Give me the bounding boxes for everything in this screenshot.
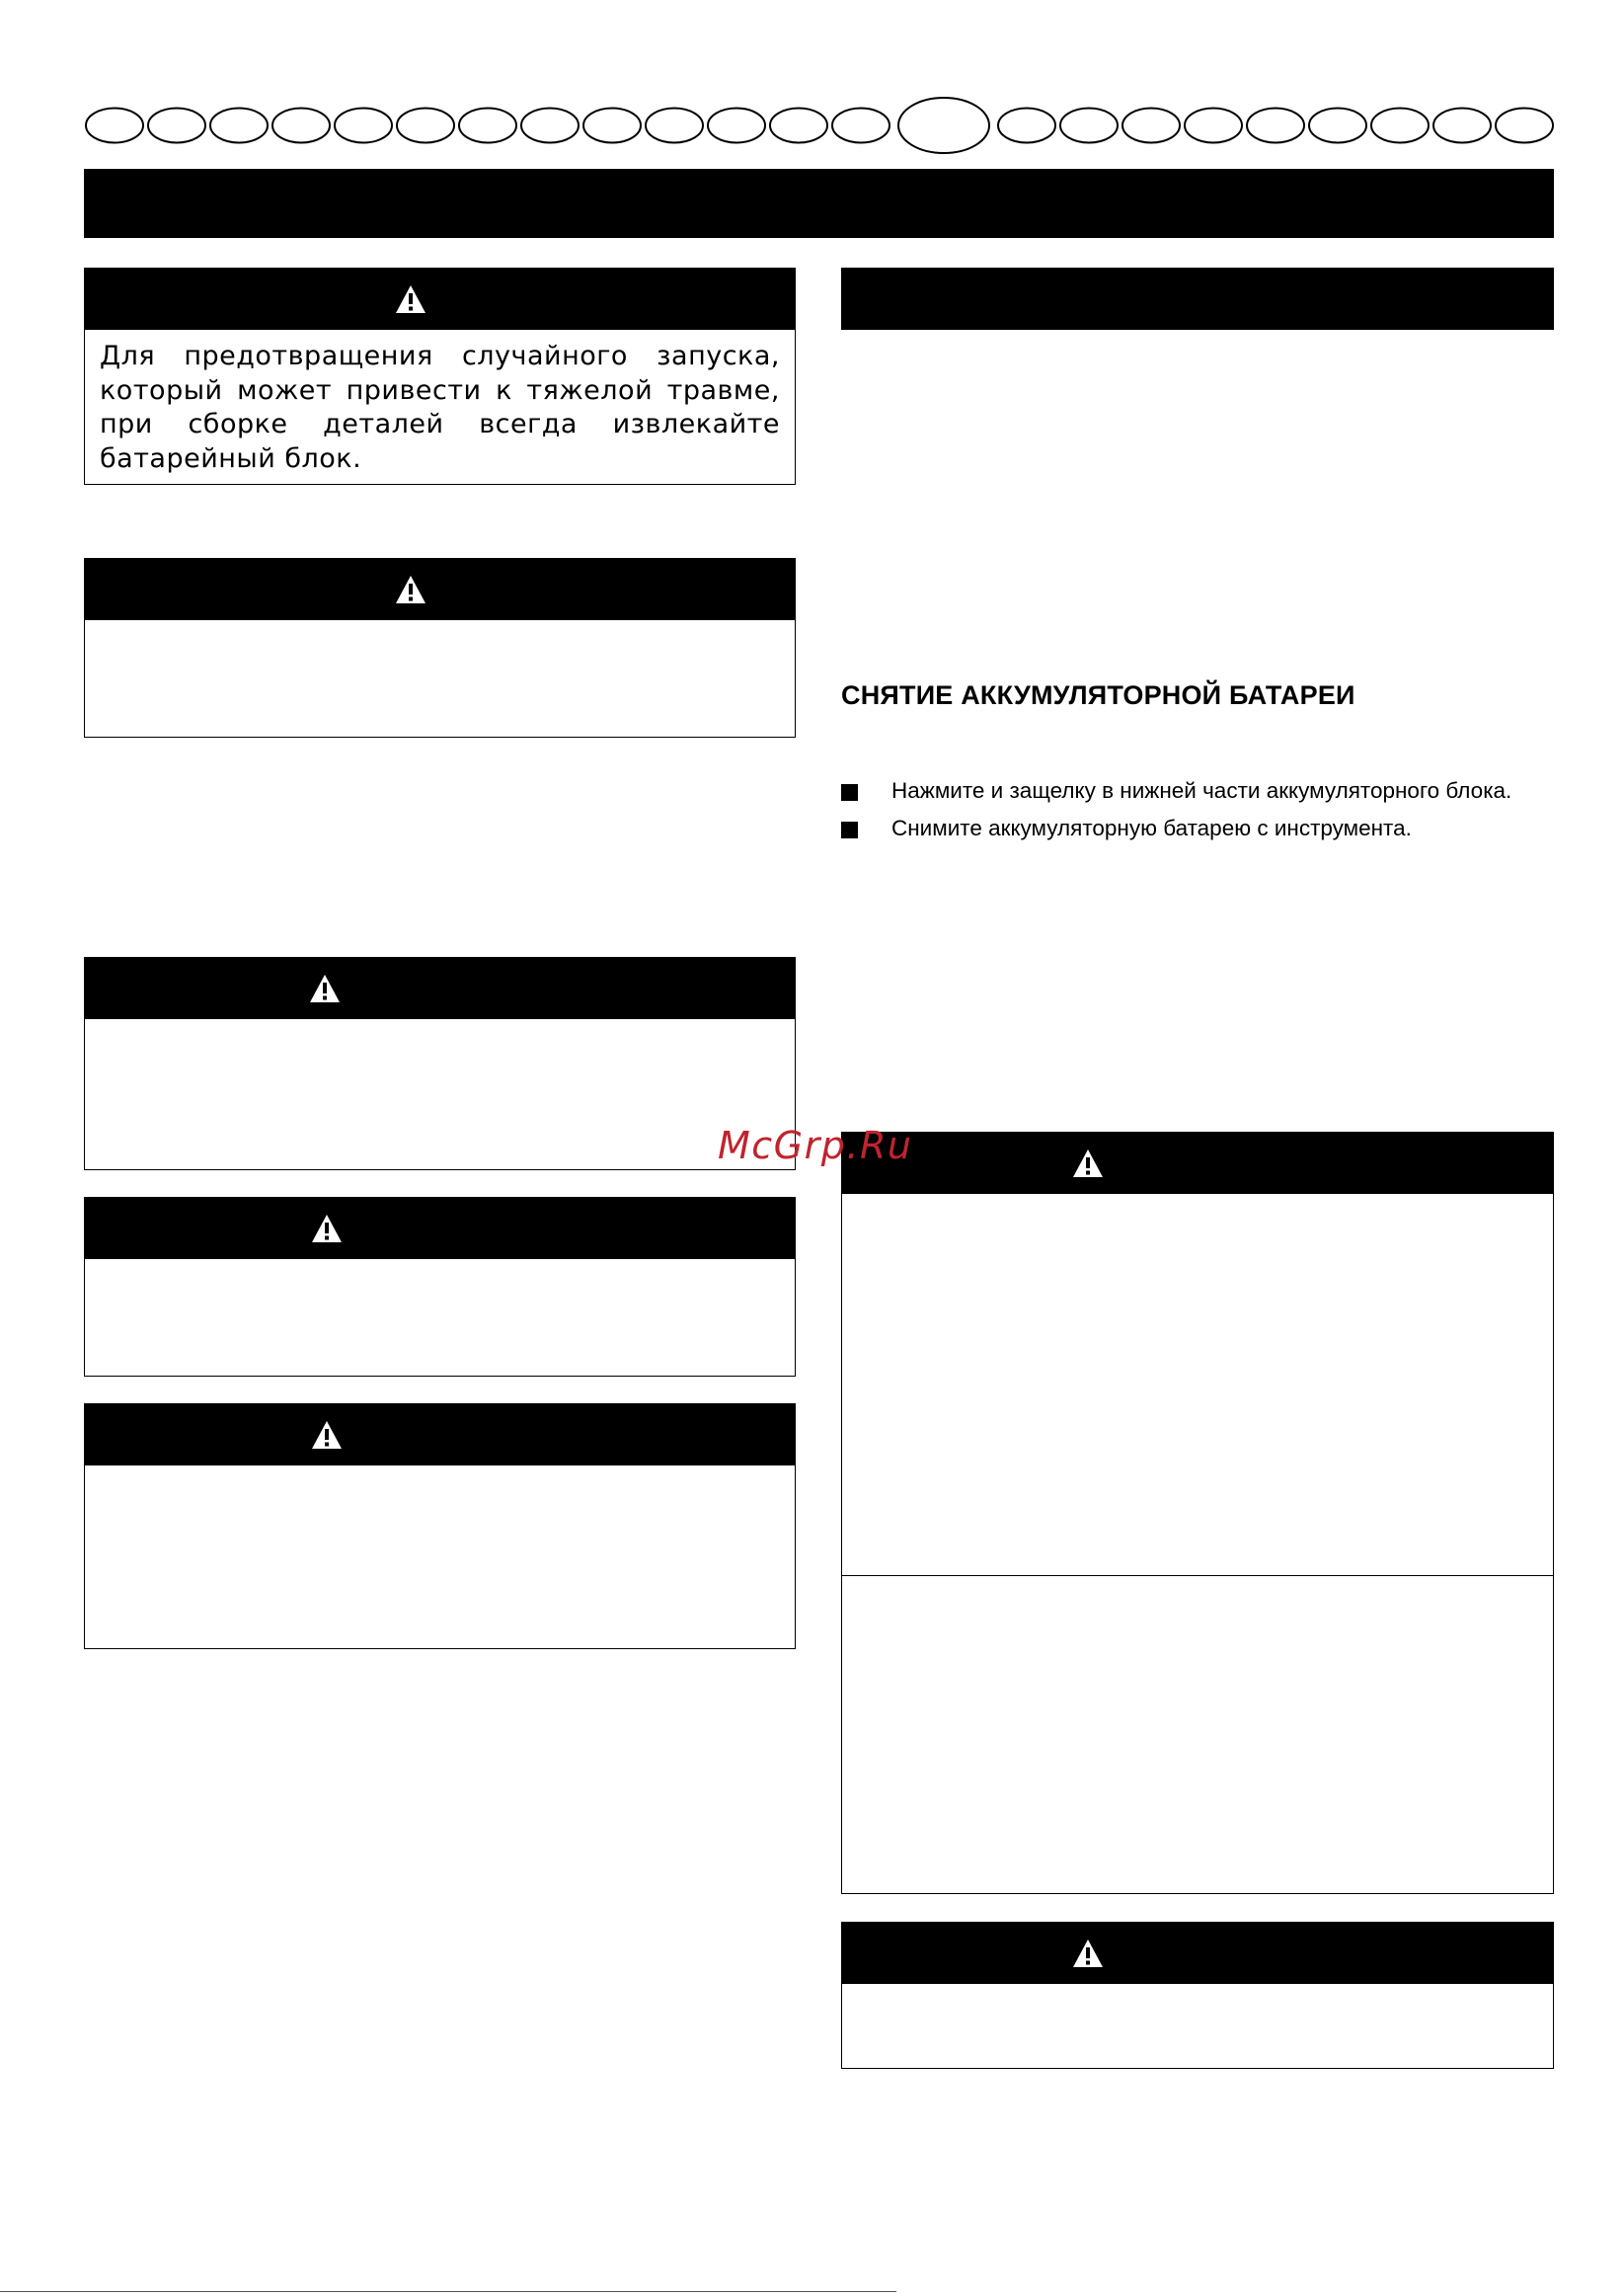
bullet-square-icon: [841, 822, 858, 838]
warning-triangle-icon: [309, 974, 341, 1003]
warning-header: [85, 269, 795, 330]
warning-header: [842, 1923, 1553, 1984]
list-item: [841, 815, 1532, 842]
warning-header: [842, 1133, 1553, 1194]
language-tab: [459, 109, 516, 143]
language-tab: [1309, 109, 1366, 143]
box-divider: [841, 1575, 1554, 1576]
warning-text: [85, 620, 795, 630]
warning-text: [85, 1465, 795, 1475]
language-tab: [583, 109, 641, 143]
warning-header: [85, 1198, 795, 1259]
language-tab: [1371, 109, 1429, 143]
step-text: Снимите аккумуляторную батарею с инструмента.: [891, 816, 1412, 840]
language-tab: [1247, 109, 1304, 143]
language-tab: [770, 109, 827, 143]
list-item: [841, 777, 1532, 805]
language-tabs-svg: [0, 0, 1624, 168]
language-tab: [646, 109, 703, 143]
language-tab: [1185, 109, 1242, 143]
warning-triangle-icon: [1072, 1148, 1104, 1178]
step-list: [841, 777, 1532, 852]
language-tab: [397, 109, 454, 143]
language-tabs: [0, 0, 1624, 168]
language-tab: [148, 109, 205, 143]
language-tab: [1122, 109, 1180, 143]
warning-box-1: [84, 268, 796, 485]
warning-triangle-icon: [311, 1214, 343, 1243]
warning-box-2: [84, 558, 796, 738]
warning-box-4: [84, 1197, 796, 1377]
warning-text: [85, 1019, 795, 1029]
language-tab: [335, 109, 392, 143]
language-tab: [521, 109, 579, 143]
language-tab: [210, 109, 268, 143]
warning-triangle-icon: [1072, 1939, 1104, 1968]
warning-box-5: [84, 1403, 796, 1649]
language-tab: [1060, 109, 1118, 143]
warning-triangle-icon: [395, 575, 426, 604]
language-tab: [708, 109, 765, 143]
step-text: Нажмите и защелку в нижней части аккумуляторного блока.: [891, 778, 1512, 803]
language-tab: [1433, 109, 1491, 143]
language-tab: [832, 109, 889, 143]
warning-text: [842, 1194, 1553, 1204]
warning-header: [85, 958, 795, 1019]
chapter-title-bar: [84, 169, 1554, 238]
footer-rule: [0, 2291, 896, 2292]
warning-box-right-1: [841, 1132, 1554, 1894]
watermark: McGrp.Ru: [718, 1124, 913, 1167]
warning-box-3: [84, 957, 796, 1170]
language-tab: [1496, 109, 1553, 143]
warning-text: [85, 1259, 795, 1269]
language-tab: [86, 109, 143, 143]
language-tab: [272, 109, 330, 143]
section-title: СНЯТИЕ АККУМУЛЯТОРНОЙ БАТАРЕИ: [841, 680, 1355, 710]
warning-header: [85, 1404, 795, 1465]
warning-text: [842, 1984, 1553, 1994]
language-tab-selected: [898, 98, 989, 153]
warning-triangle-icon: [311, 1420, 343, 1450]
section-header-bar: [841, 268, 1554, 330]
warning-box-right-2: [841, 1922, 1554, 2069]
language-tab: [998, 109, 1055, 143]
bullet-square-icon: [841, 784, 858, 801]
warning-header: [85, 559, 795, 620]
warning-triangle-icon: [395, 284, 426, 314]
warning-text: Для предотвращения случайного запуска, который может привести к тяжелой травме, при сборке деталей всегда извлекайте батарейный блок.: [100, 341, 780, 474]
